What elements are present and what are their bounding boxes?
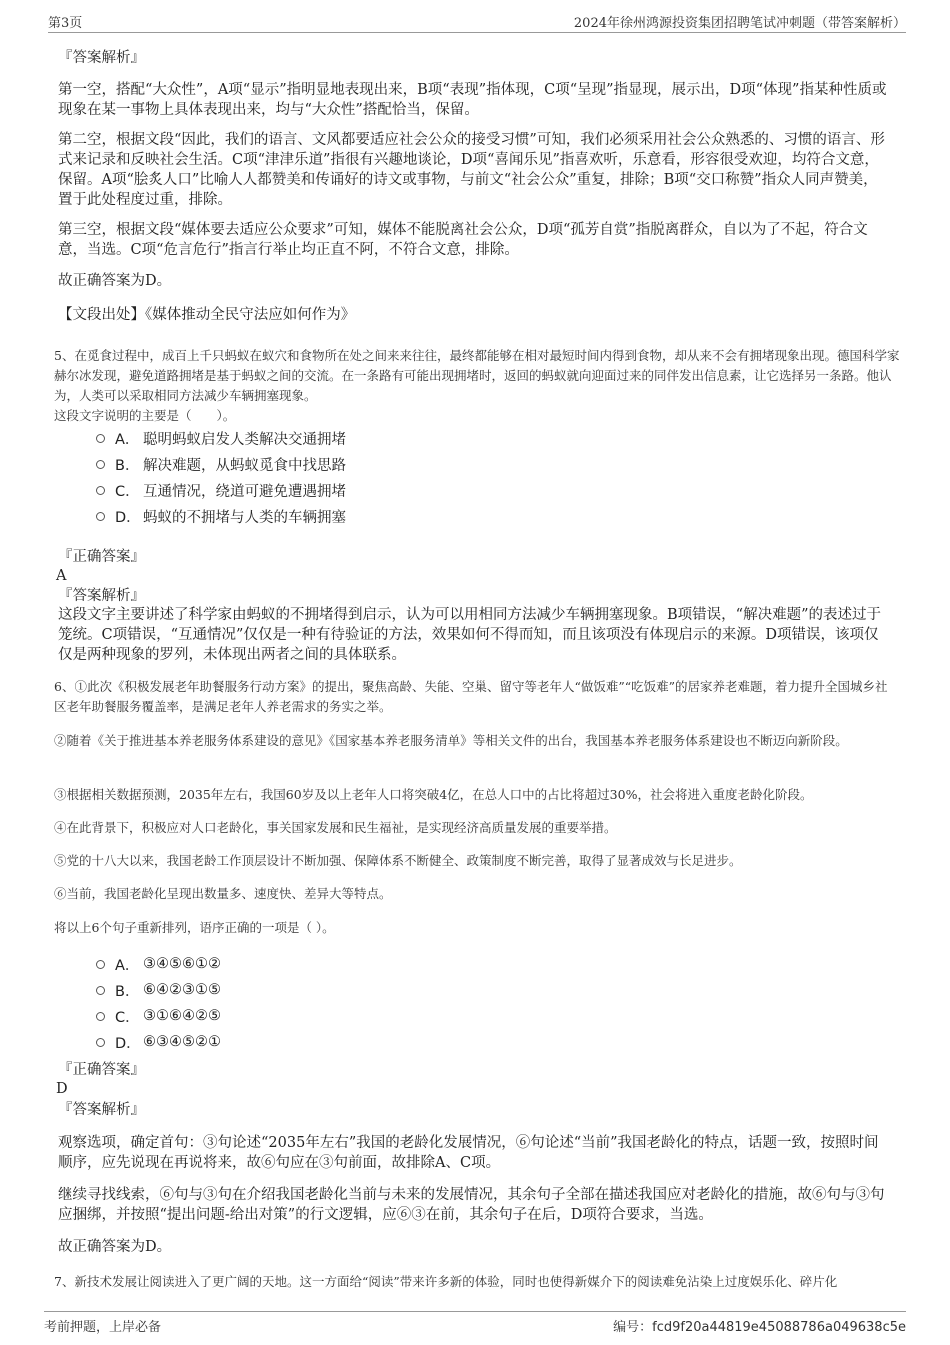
radio-icon[interactable]: [96, 1012, 105, 1021]
footer-slogan: 考前押题，上岸必备: [44, 1320, 162, 1335]
option-key: A．: [115, 957, 140, 974]
option-b[interactable]: [96, 453, 346, 475]
analysis-paragraph: 观察选项，确定首句：③句论述“2035年左右”我国的老龄化发展情况，⑥句论述“当前”我国老龄化的特点，话题一致，按照时间顺序，应先说现在再说将来，故⑥句应在③句前面，故排除A、C项。: [58, 1135, 879, 1171]
radio-icon[interactable]: [96, 512, 105, 521]
document-serial: 编号：fcd9f20a44819e45088786a049638c5e: [613, 1320, 906, 1335]
option-key: A．: [115, 431, 140, 448]
analysis-paragraph: 继续寻找线索，⑥句与③句在介绍我国老龄化当前与未来的发展情况，其余句子全部在描述我国应对老龄化的措施，故⑥句与③句应捆绑，并按照“提出问题-给出对策”的行文逻辑，应⑥③在前，其余句子在后，D项符合要求，当选。: [58, 1187, 885, 1223]
option-text: ③④⑤⑥①②: [143, 956, 221, 972]
option-text: ⑥④②③①⑤: [143, 982, 221, 998]
sentence-4: ④在此背景下，积极应对人口老龄化，事关国家发展和民生福祉，是实现经济高质量发展的重要举措。: [54, 820, 617, 835]
page-number: 第3页: [48, 16, 83, 31]
option-key: B．: [115, 457, 140, 474]
option-text: 聪明蚂蚁启发人类解决交通拥堵: [143, 431, 346, 448]
source-citation: 【文段出处】《媒体推动全民守法应如何作为》: [58, 307, 356, 323]
document-title: 2024年徐州鸿源投资集团招聘笔试冲刺题（带答案解析）: [573, 16, 906, 31]
question-prompt: 这段文字说明的主要是（ ）。: [54, 408, 236, 423]
option-text: 解决难题，从蚂蚁觅食中找思路: [143, 457, 346, 474]
analysis-label: 『答案解析』: [58, 1102, 145, 1118]
radio-icon[interactable]: [96, 1038, 105, 1047]
page-header: [48, 8, 906, 33]
question-stem: 5、在觅食过程中，成百上千只蚂蚁在蚁穴和食物所在处之间来来往往，最终都能够在相对最短时间内得到食物，却从来不会有拥堵现象出现。德国科学家赫尔冰发现，避免道路拥堵是基于蚂蚁之间的交流。在一条路有可能出现拥堵时，返回的蚂蚁就向迎面过来的同伴发出信息素，让它选择另一条路。他认为，人类可以采取相同方法减少车辆拥塞现象。: [54, 348, 900, 403]
answer-conclusion: 故正确答案为D。: [58, 273, 172, 289]
analysis-paragraph: 第一空，搭配“大众性”，A项“显示”指明显地表现出来，B项“表现”指体现，C项“呈现”指显现，展示出，D项“体现”指某种性质或现象在某一事物上具体表现出来，均与“大众性”搭配恰当，保留。: [58, 82, 887, 118]
analysis-label: 『答案解析』: [58, 50, 145, 66]
option-b[interactable]: [96, 979, 221, 1001]
option-key: C．: [115, 1009, 140, 1026]
radio-icon[interactable]: [96, 460, 105, 469]
option-text: 互通情况，绕道可避免遭遇拥堵: [143, 483, 346, 500]
option-text: ③①⑥④②⑤: [143, 1008, 221, 1024]
option-c[interactable]: [96, 479, 346, 501]
radio-icon[interactable]: [96, 986, 105, 995]
analysis-label: 『答案解析』: [58, 588, 145, 604]
option-c[interactable]: [96, 1005, 221, 1027]
option-a[interactable]: [96, 427, 346, 449]
option-text: 蚂蚁的不拥堵与人类的车辆拥塞: [143, 509, 346, 526]
correct-answer: A: [56, 568, 67, 584]
answer-conclusion: 故正确答案为D。: [58, 1239, 172, 1255]
sentence-3: ③根据相关数据预测，2035年左右，我国60岁及以上老年人口将突破4亿，在总人口中的占比将超过30%，社会将进入重度老龄化阶段。: [54, 787, 813, 802]
correct-answer-label: 『正确答案』: [58, 1062, 145, 1078]
sentence-2: ②随着《关于推进基本养老服务体系建设的意见》《国家基本养老服务清单》等相关文件的出台，我国基本养老服务体系建设也不断迈向新阶段。: [54, 733, 848, 748]
analysis-paragraph: 第二空，根据文段“因此，我们的语言、文风都要适应社会公众的接受习惯”可知，我们必须采用社会公众熟悉的、习惯的语言、形式来记录和反映社会生活。C项“津津乐道”指很有兴趣地谈论，D项“喜闻乐见”指喜欢听，乐意看，形容很受欢迎，均符合文意，保留。A项“脍炙人口”比喻人人都赞美和传诵好的诗文或事物，与前文“社会公众”重复，排除；B项“交口称赞”指众人同声赞美，置于此处程度过重，排除。: [58, 132, 885, 208]
radio-icon[interactable]: [96, 486, 105, 495]
question-stem: 7、新技术发展让阅读进入了更广阔的天地。这一方面给“阅读”带来许多新的体验，同时也使得新媒介下的阅读难免沾染上过度娱乐化、碎片化: [54, 1274, 838, 1289]
option-d[interactable]: [96, 1031, 221, 1053]
page-footer: [44, 1311, 906, 1336]
sentence-1: 6、①此次《积极发展老年助餐服务行动方案》的提出，聚焦高龄、失能、空巢、留守等老年人“做饭难”“吃饭难”的居家养老难题，着力提升全国城乡社区老年助餐服务覆盖率，是满足老年人养老需求的务实之举。: [54, 679, 888, 714]
option-key: B．: [115, 983, 140, 1000]
question-prompt: 将以上6个句子重新排列，语序正确的一项是（ ）。: [54, 920, 335, 935]
analysis-paragraph: 这段文字主要讲述了科学家由蚂蚁的不拥堵得到启示，认为可以用相同方法减少车辆拥塞现象。B项错误，“解决难题”的表述过于笼统。C项错误，“互通情况”仅仅是一种有待验证的方法，效果如何不得而知，而且该项没有体现启示的来源。D项错误，该项仅仅是两种现象的罗列，未体现出两者之间的具体联系。: [58, 607, 881, 663]
option-text: ⑥③④⑤②①: [143, 1034, 221, 1050]
option-key: D．: [115, 1035, 141, 1052]
analysis-paragraph: 第三空，根据文段“媒体要去适应公众要求”可知，媒体不能脱离社会公众，D项“孤芳自赏”指脱离群众，自以为了不起，符合文意，当选。C项“危言危行”指言行举止均正直不阿，不符合文意，排除。: [58, 222, 868, 258]
correct-answer: D: [56, 1081, 68, 1097]
radio-icon[interactable]: [96, 960, 105, 969]
option-key: C．: [115, 483, 140, 500]
sentence-5: ⑤党的十八大以来，我国老龄工作顶层设计不断加强、保障体系不断健全、政策制度不断完善，取得了显著成效与长足进步。: [54, 853, 742, 868]
option-key: D．: [115, 509, 141, 526]
correct-answer-label: 『正确答案』: [58, 549, 145, 565]
option-a[interactable]: [96, 953, 221, 975]
option-d[interactable]: [96, 505, 346, 527]
sentence-6: ⑥当前，我国老龄化呈现出数量多、速度快、差异大等特点。: [54, 886, 392, 901]
radio-icon[interactable]: [96, 434, 105, 443]
